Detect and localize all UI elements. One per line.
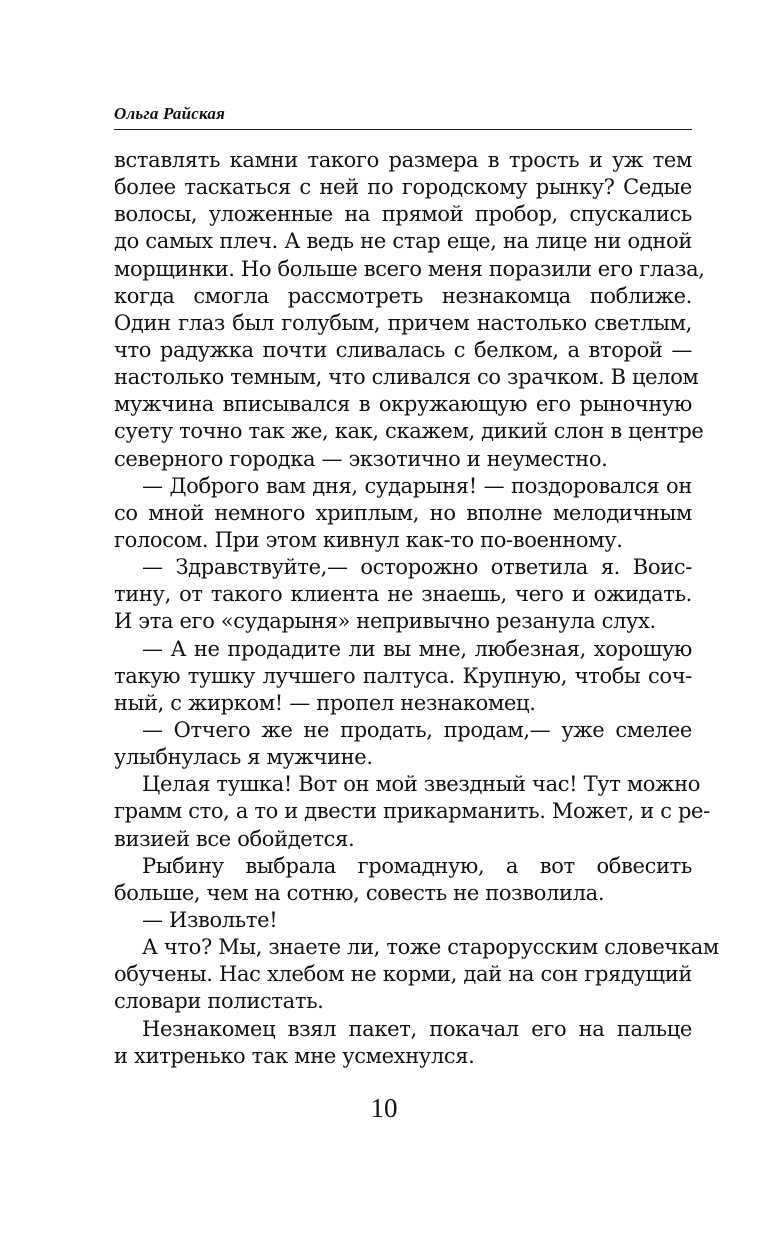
text-line: Рыбину выбрала громадную, а вот обвесить xyxy=(142,853,692,878)
running-header xyxy=(114,103,692,130)
text-line: обучены. Нас хлебом не корми, дай на сон грядущий xyxy=(114,962,692,987)
text-line: такую тушку лучшего палтуса. Крупную, чтобы соч- xyxy=(114,663,692,688)
text-line: — Доброго вам дня, сударыня! — поздоровался он xyxy=(142,473,692,498)
text-line: ный, с жирком! — пропел незнакомец. xyxy=(114,690,536,715)
text-line: — Здравствуйте,— осторожно ответила я. Воис- xyxy=(142,555,692,580)
text-line: Целая тушка! Вот он мой звездный час! Тут можно xyxy=(142,772,701,797)
text-line: настолько темным, что сливался со зрачком. В целом xyxy=(114,365,699,390)
text-line: — А не продадите ли вы мне, любезная, хорошую xyxy=(142,636,692,661)
text-line: больше, чем на сотню, совесть не позволила. xyxy=(114,880,605,905)
text-line: когда смогла рассмотреть незнакомца поближе. xyxy=(114,283,692,308)
text-line: суету точно так же, как, скажем, дикий слон в центре xyxy=(114,419,704,444)
page-number: 10 xyxy=(370,1093,398,1123)
text-line: Один глаз был голубым, причем настолько светлым, xyxy=(114,310,692,335)
text-line: более таскаться с ней по городскому рынку? Седые xyxy=(114,175,692,200)
text-line: грамм сто, а то и двести прикарманить. Может, и с ре- xyxy=(114,799,710,824)
text-line: голосом. При этом кивнул как-то по-военному. xyxy=(114,527,623,552)
text-line: морщинки. Но больше всего меня поразили его глаза, xyxy=(114,256,705,281)
text-line: волосы, уложенные на прямой пробор, спускались xyxy=(114,202,692,227)
text-line: со мной немного хриплым, но вполне мелодичным xyxy=(114,500,692,525)
author-name: Ольга Райская xyxy=(114,104,226,123)
text-line: улыбнулась я мужчине. xyxy=(114,745,373,770)
text-line: словари полистать. xyxy=(114,989,324,1014)
text-line: И эта его «сударыня» непривычно резанула слух. xyxy=(114,609,656,634)
text-line: до самых плеч. А ведь не стар еще, на лице ни одной xyxy=(114,229,692,254)
text-line: мужчина вписывался в окружающую его рыночную xyxy=(114,392,692,417)
text-line: что радужка почти сливалась с белком, а второй — xyxy=(114,337,692,362)
text-line: — Извольте! xyxy=(142,907,278,932)
text-line: Незнакомец взял пакет, покачал его на пальце xyxy=(142,1016,692,1041)
text-line: тину, от такого клиента не знаешь, чего и ожидать. xyxy=(114,582,692,607)
text-line: и хитренько так мне усмехнулся. xyxy=(114,1043,475,1068)
text-line: северного городка — экзотично и неуместно. xyxy=(114,446,608,471)
text-line: визией все обойдется. xyxy=(114,826,355,851)
page-text xyxy=(114,147,719,1070)
text-line: — Отчего же не продать, продам,— уже смелее xyxy=(142,717,692,742)
text-line: вставлять камни такого размера в трость и уж тем xyxy=(114,148,692,172)
text-line: А что? Мы, знаете ли, тоже старорусским словечкам xyxy=(142,935,719,960)
